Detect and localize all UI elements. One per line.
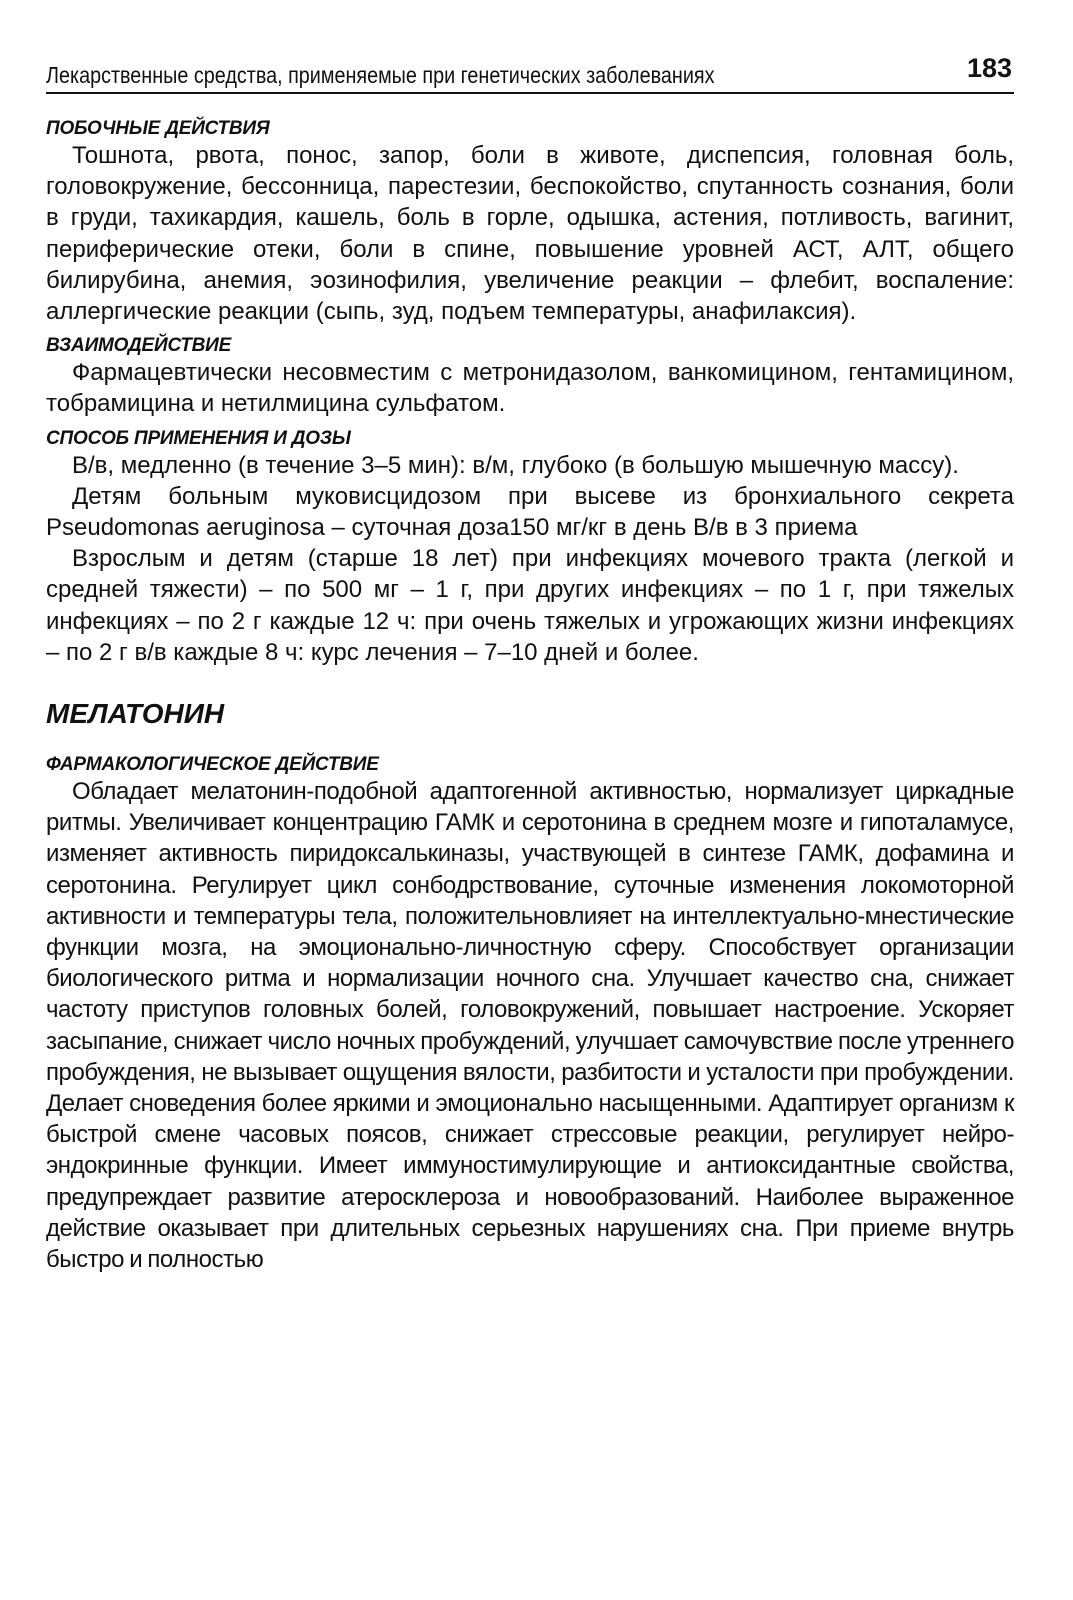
running-header xyxy=(46,52,1014,94)
side-effects-heading: ПОБОЧНЫЕ ДЕЙСТВИЯ xyxy=(46,118,270,139)
dosage-paragraph-2: Детям больным муковисцидозом при высеве из бронхиального секрета Pseudomonas aeruginosa – суточная доза150 мг/кг в день В/в в 3 приема xyxy=(46,482,1014,542)
interaction-text: Фармацевтически несовместим с метронидазолом, ванкомицином, гентамицином, тобрамицина и нетилмицина сульфатом. xyxy=(46,359,1014,418)
book-page xyxy=(46,52,1014,1275)
running-title: Лекарственные средства, применяемые при генетических заболеваниях xyxy=(46,62,715,88)
dosage-paragraph-1: В/в, медленно (в течение 3–5 мин): в/м, глубоко (в большую мышечную массу). xyxy=(72,451,959,479)
dosage-heading: СПОСОБ ПРИМЕНЕНИЯ И ДОЗЫ xyxy=(46,427,351,449)
dosage-paragraph-3: Взрослым и детям (старше 18 лет) при инфекциях мочевого тракта (легкой и средней тяжести) – по 500 мг – 1 г, при других инфекциях – по 1 г, при тяжелых инфекциях – по 2 г каждые 12 ч: при очень тяжелых и угрожающих жизни инфекциях – по 2 г в/в каждые 8 ч: курс лечения – 7–10 дней и более. xyxy=(46,545,1014,666)
pharmacology-heading: ФАРМАКОЛОГИЧЕСКОЕ ДЕЙСТВИЕ xyxy=(46,754,379,776)
pharmacology-text: Обладает мелатонин-подобной адаптогенной активностью, нормализует циркадные ритмы. Увеличивает концентрацию ГАМК и серотонина в среднем мозге и гипоталамусе, изменяет активность пиридоксалькиназы, участвующей в синтезе ГАМК, дофамина и серотонина. Регулирует цикл сонбодрствование, суточные изменения локомоторной активности и температуры тела, положительновлияет на интеллектуально-мнестические функции мозга, на эмоционально-личностную сферу. Способствует организации биологического ритма и нормализации ночного сна. Улучшает качество сна, снижает частоту приступов головных болей, головокружений, повышает настроение. Ускоряет засыпание, снижает число ночных пробуждений, улучшает самочувствие после утреннего пробуждения, не вызывает ощущения вялости, разбитости и усталости при пробуждении. Делает сноведения более яркими и эмоционально насыщенными. Адаптирует организм к быстрой смене часовых поясов, снижает стрессовые реакции, регулирует нейро-эндокринные функции. Имеет иммуностимулирующие и антиоксидантные свойства, предупреждает развитие атеросклероза и новообразований. Наиболее выраженное действие оказывает при длительных серьезных нарушениях сна. При приеме внутрь быстро и полностью xyxy=(46,778,1014,1274)
page-number: 183 xyxy=(966,53,1012,83)
interaction-heading: ВЗАИМОДЕЙСТВИЕ xyxy=(46,335,232,357)
drug-title: МЕЛАТОНИН xyxy=(46,698,225,730)
side-effects-text: Тошнота, рвота, понос, запор, боли в животе, диспепсия, головная боль, головокружение, бессонница, парестезии, беспокойство, спутанность сознания, боли в груди, тахикардия, кашель, боль в горле, одышка, астения, потливость, вагинит, периферические отеки, боли в спине, повышение уровней АСТ, АЛТ, общего билирубина, анемия, эозинофилия, увеличение реакции – флебит, воспаление: аллергические реакции (сыпь, зуд, подъем температуры, анафилаксия). xyxy=(46,142,1014,326)
